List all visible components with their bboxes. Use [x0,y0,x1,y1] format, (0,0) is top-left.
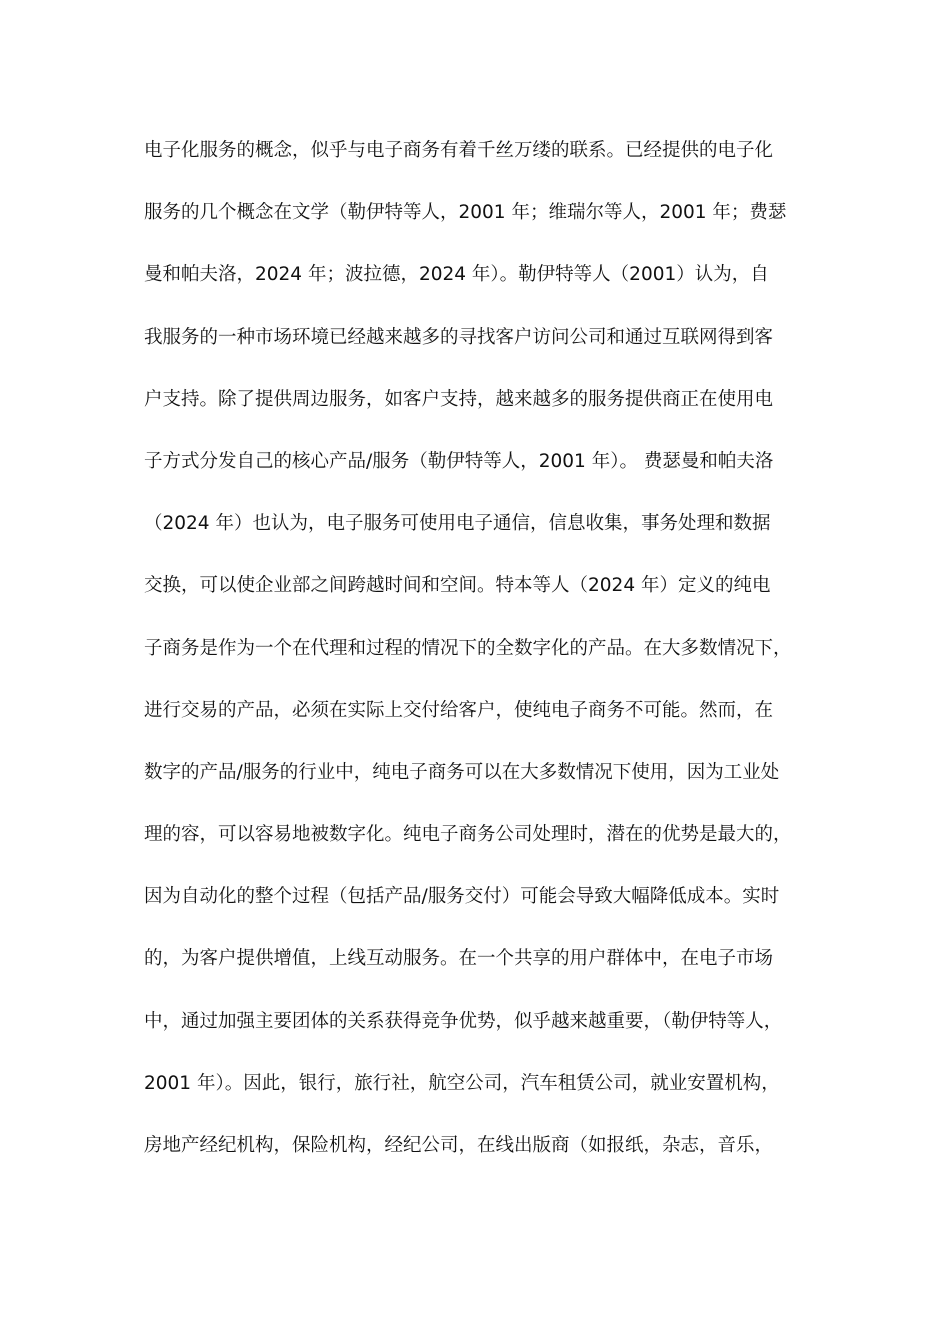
text-line: 服务的几个概念在文学（勒伊特等人，2001 年；维瑞尔等人，2001 年；费瑟 [144,202,787,224]
text-line: 户支持。除了提供周边服务，如客户支持，越来越多的服务提供商正在使用电 [144,388,774,410]
body-paragraph [144,134,834,1191]
text-line: 2001 年）。因此，银行，旅行社，航空公司，汽车租赁公司，就业安置机构， [144,1072,780,1094]
text-line: 子方式分发自己的核心产品/服务（勒伊特等人，2001 年）。 费瑟曼和帕夫洛 [144,450,774,472]
text-line: 交换，可以使企业部之间跨越时间和空间。特本等人（2024 年）定义的纯电 [144,575,771,597]
text-line: 数字的产品/服务的行业中，纯电子商务可以在大多数情况下使用，因为工业处 [144,761,780,783]
text-line: 曼和帕夫洛，2024 年；波拉德，2024 年）。勒伊特等人（2001）认为，自 [144,264,769,286]
text-line: （2024 年）也认为，电子服务可使用电子通信，信息收集，事务处理和数据 [144,513,771,535]
text-line: 电子化服务的概念，似乎与电子商务有着千丝万缕的联系。已经提供的电子化 [144,140,774,161]
text-line: 的，为客户提供增值，上线互动服务。在一个共享的用户群体中，在电子市场 [144,948,774,970]
text-line: 子商务是作为一个在代理和过程的情况下的全数字化的产品。在大多数情况下， [144,637,792,659]
text-line: 中，通过加强主要团体的关系获得竞争优势，似乎越来越重要，（勒伊特等人， [144,1010,783,1032]
text-line: 因为自动化的整个过程（包括产品/服务交付）可能会导致大幅降低成本。实时 [144,886,780,908]
text-line: 进行交易的产品，必须在实际上交付给客户，使纯电子商务不可能。然而，在 [144,699,774,721]
text-line: 理的容，可以容易地被数字化。纯电子商务公司处理时，潜在的优势是最大的， [144,824,792,846]
text-line: 房地产经纪机构，保险机构，经纪公司，在线出版商（如报纸，杂志，音乐， [144,1135,774,1156]
text-line: 我服务的一种市场环境已经越来越多的寻找客户访问公司和通过互联网得到客 [144,326,774,348]
